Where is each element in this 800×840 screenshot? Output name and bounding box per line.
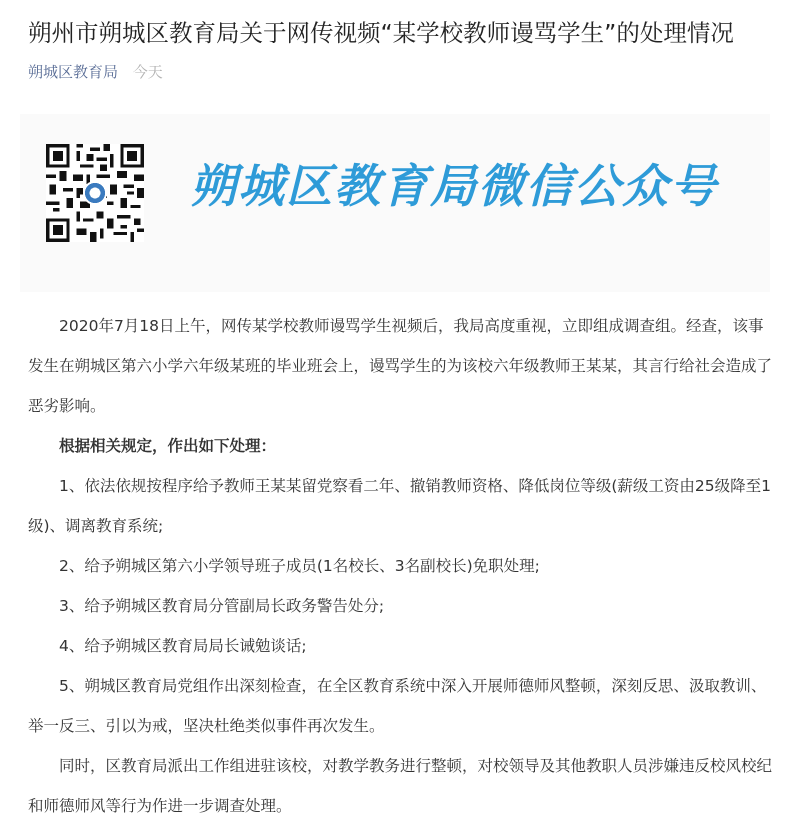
paragraph-item-4: 4、给予朔城区教育局局长诫勉谈话; (59, 637, 307, 655)
author-link[interactable]: 朔城区教育局 (28, 63, 119, 81)
article-title: 朔州市朔城区教育局关于网传视频“某学校教师谩骂学生”的处理情况 (28, 19, 734, 47)
banner-title-text: 朔城区教育局微信公众号 (190, 159, 718, 213)
publish-date: 今天 (132, 63, 163, 81)
paragraph-decision-heading: 根据相关规定，作出如下处理： (59, 437, 277, 455)
paragraph-item-2: 2、给予朔城区第六小学领导班子成员(1名校长、3名副校长)免职处理; (59, 557, 540, 575)
paragraph-followup: 同时，区教育局派出工作组进驻该校，对教学教务进行整顿，对校领导及其他教职人员涉嫌违反校风校纪和师德师风等行为作进一步调查处理。 (28, 757, 773, 815)
wechat-banner-image (20, 114, 770, 292)
paragraph-item-5: 5、朔城区教育局党组作出深刻检查，在全区教育系统中深入开展师德师风整顿，深刻反思、汲取教训、举一反三、引以为戒，坚决杜绝类似事件再次发生。 (28, 677, 767, 735)
paragraph-intro: 2020年7月18日上午，网传某学校教师谩骂学生视频后，我局高度重视，立即组成调查组。经查，该事发生在朔城区第六小学六年级某班的毕业班会上，谩骂学生的为该校六年级教师王某某，其言行给社会造成了恶劣影响。 (28, 317, 773, 415)
paragraph-item-1: 1、依法依规按程序给予教师王某某留党察看二年、撤销教师资格、降低岗位等级(薪级工资由25级降至1级)、调离教育系统; (28, 477, 771, 535)
qr-code-icon (46, 144, 144, 242)
article-body (28, 306, 778, 826)
article-meta (28, 62, 778, 82)
paragraph-item-3: 3、给予朔城区教育局分管副局长政务警告处分; (59, 597, 385, 615)
